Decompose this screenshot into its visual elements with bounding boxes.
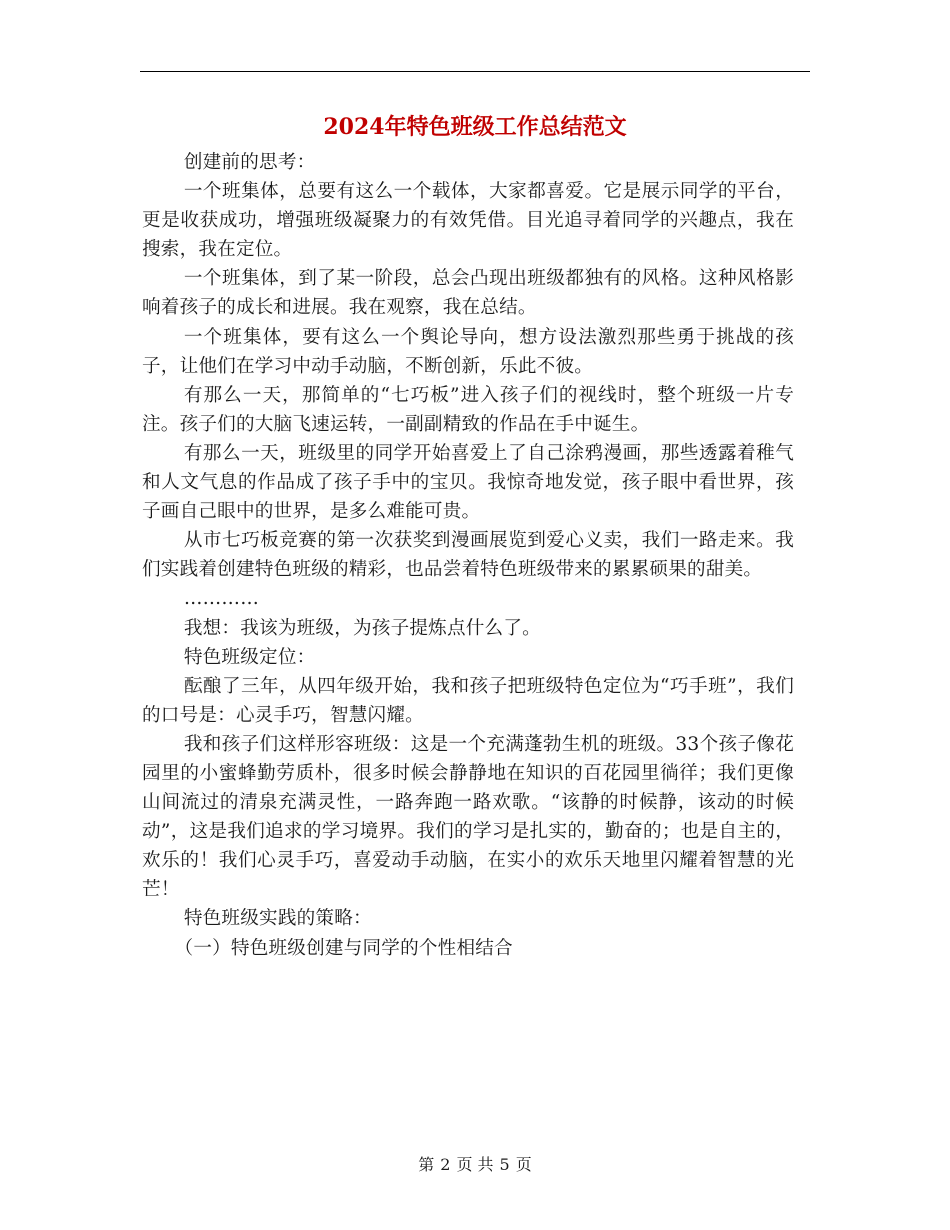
paragraph: 我和孩子们这样形容班级：这是一个充满蓬勃生机的班级。33个孩子像花园里的小蜜蜂勤劳质朴，很多时候会静静地在知识的百花园里徜徉；我们更像山间流过的清泉充满灵性，一路奔跑一路欢歌。“该静的时候静，该动的时候动”，这是我们追求的学习境界。我们的学习是扎实的，勤奋的；也是自主的，欢乐的！我们心灵手巧，喜爱动手动脑，在实小的欢乐天地里闪耀着智慧的光芒！ <box>142 733 794 901</box>
subsection-heading: （一）特色班级创建与同学的个性相结合 <box>174 937 513 959</box>
paragraph: 从市七巧板竞赛的第一次获奖到漫画展览到爱心义卖，我们一路走来。我们实践着创建特色班级的精彩，也品尝着特色班级带来的累累硕果的甜美。 <box>142 530 794 581</box>
footer-middle: 页 共 <box>456 1155 494 1174</box>
paragraph: 一个班集体，总要有这么一个载体，大家都喜爱。它是展示同学的平台，更是收获成功，增强班级凝聚力的有效凭借。目光追寻着同学的兴趣点，我在搜索，我在定位。 <box>142 181 794 261</box>
page-footer <box>0 1153 950 1177</box>
paragraph: 一个班集体，到了某一阶段，总会凸现出班级都独有的风格。这种风格影响着孩子的成长和进展。我在观察，我在总结。 <box>142 268 794 319</box>
footer-prefix: 第 <box>418 1155 435 1174</box>
section-heading: 特色班级定位： <box>183 646 316 668</box>
paragraph: 有那么一天，那简单的“七巧板”进入孩子们的视线时，整个班级一片专注。孩子们的大脑飞速运转，一副副精致的作品在手中诞生。 <box>142 384 794 435</box>
document-body <box>142 148 794 963</box>
total-pages-number: 5 <box>499 1155 510 1174</box>
paragraph: 有那么一天，班级里的同学开始喜爱上了自己涂鸦漫画，那些透露着稚气和人文气息的作品成了孩子手中的宝贝。我惊奇地发觉，孩子眼中看世界，孩子画自己眼中的世界，是多么难能可贵。 <box>142 442 794 523</box>
paragraph: 创建前的思考： <box>183 152 316 173</box>
ellipsis-line: ………… <box>183 588 260 610</box>
section-heading: 特色班级实践的策略： <box>183 908 372 930</box>
header-rule <box>140 71 810 72</box>
current-page-number: 2 <box>440 1155 451 1174</box>
paragraph: 酝酿了三年，从四年级开始，我和孩子把班级特色定位为“巧手班”，我们的口号是：心灵手巧，智慧闪耀。 <box>142 675 794 726</box>
paragraph: 我想：我该为班级，为孩子提炼点什么了。 <box>183 617 541 639</box>
paragraph: 一个班集体，要有这么一个舆论导向，想方设法激烈那些勇于挑战的孩子，让他们在学习中动手动脑，不断创新，乐此不彼。 <box>142 326 794 377</box>
document-title: 2024年特色班级工作总结范文 <box>323 114 627 140</box>
footer-suffix: 页 <box>515 1155 532 1174</box>
